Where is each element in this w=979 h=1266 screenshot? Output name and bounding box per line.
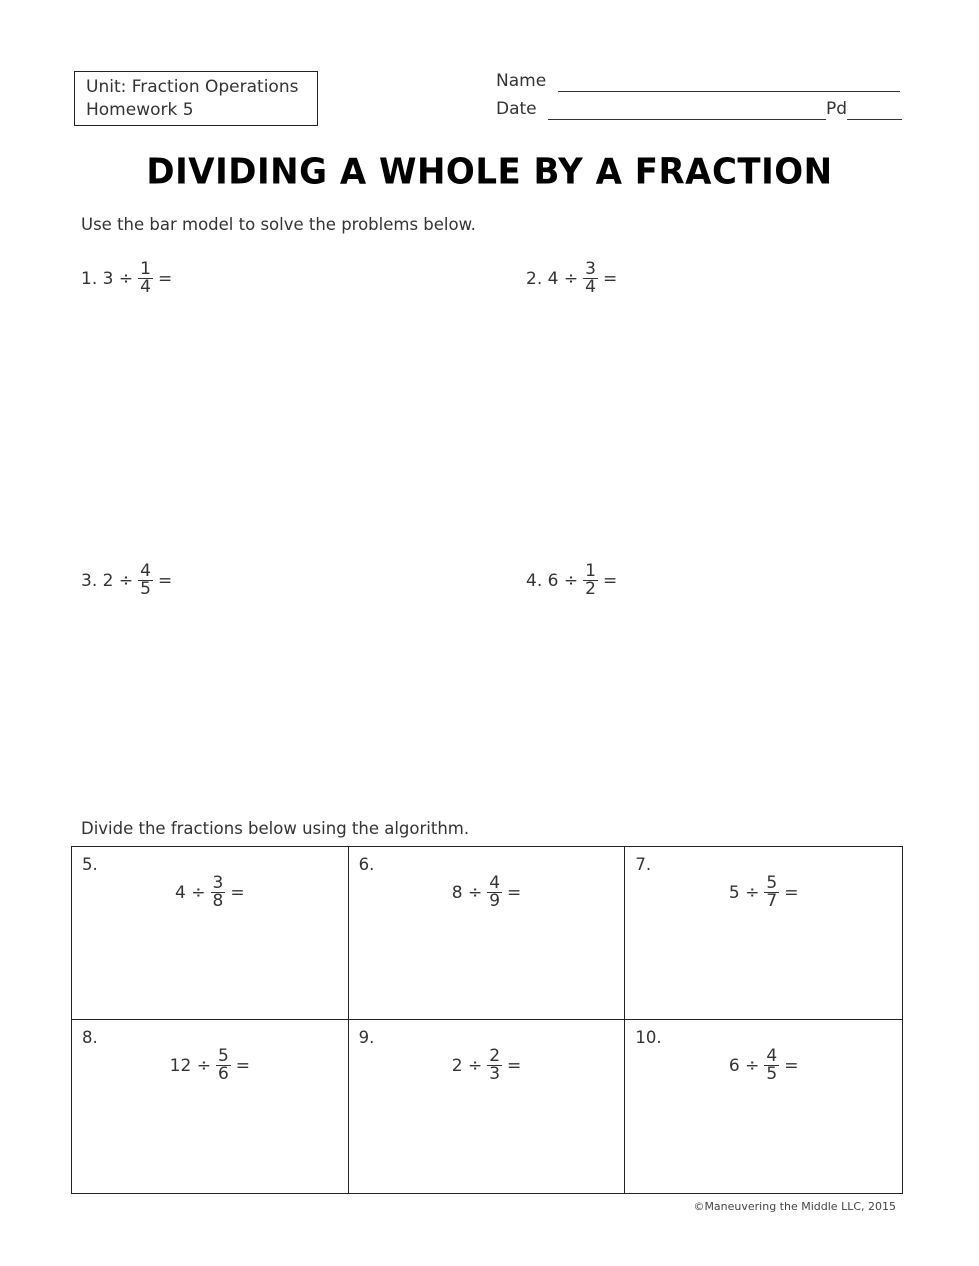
problem-fraction: [138, 563, 153, 598]
problem-5-cell[interactable]: [72, 847, 349, 1020]
divide-sign: ÷: [563, 570, 579, 591]
date-row: [496, 99, 902, 120]
equals-sign: =: [230, 882, 245, 903]
numerator: 4: [766, 1046, 778, 1066]
denominator: 9: [489, 891, 501, 911]
name-label: Name: [496, 71, 547, 91]
worksheet-title: DIVIDING A WHOLE BY A FRACTION: [146, 151, 833, 193]
problem-number: 1.: [81, 268, 98, 289]
numerator: 2: [489, 1046, 501, 1066]
problem-1: [81, 261, 172, 296]
denominator: 4: [140, 277, 151, 297]
problem-9-cell[interactable]: [349, 1020, 626, 1193]
divide-sign: ÷: [467, 882, 483, 903]
equals-sign: =: [507, 1055, 522, 1076]
problem-whole: 12: [169, 1055, 192, 1076]
problem-expression: [72, 1048, 348, 1083]
divide-sign: ÷: [118, 268, 134, 289]
equals-sign: =: [784, 1055, 799, 1076]
problem-fraction: [211, 875, 226, 910]
algorithm-instruction: Divide the fractions below using the algorithm.: [81, 819, 470, 838]
numerator: 5: [766, 873, 778, 893]
numerator: 3: [212, 873, 224, 893]
divide-sign: ÷: [467, 1055, 483, 1076]
denominator: 4: [585, 277, 596, 297]
numerator: 5: [217, 1046, 229, 1066]
problem-expression: [625, 1048, 902, 1083]
date-label: Date: [496, 99, 537, 119]
problem-fraction: [583, 563, 598, 598]
problem-fraction: [216, 1048, 231, 1083]
unit-info-box: [74, 71, 318, 126]
problem-expression: [72, 875, 348, 910]
divide-sign: ÷: [118, 570, 134, 591]
denominator: 8: [212, 891, 224, 911]
problem-number: 6.: [358, 855, 375, 874]
problem-number: 5.: [82, 855, 98, 874]
bar-model-instruction: Use the bar model to solve the problems below.: [81, 215, 476, 234]
algorithm-problems-grid: [71, 846, 903, 1194]
problem-expression: [349, 1048, 625, 1083]
problem-fraction: [487, 1048, 502, 1083]
divide-sign: ÷: [196, 1055, 211, 1076]
problem-4: [526, 563, 617, 598]
problem-whole: 8: [451, 882, 463, 903]
problem-fraction: [764, 1048, 779, 1083]
denominator: 7: [766, 891, 778, 911]
problem-number: 8.: [82, 1028, 98, 1047]
problem-whole: 6: [547, 570, 559, 591]
denominator: 5: [766, 1064, 778, 1084]
problem-number: 10.: [635, 1028, 662, 1047]
problem-whole: 6: [728, 1055, 740, 1076]
date-field[interactable]: [548, 99, 826, 120]
copyright-footer: ©Maneuvering the Middle LLC, 2015: [693, 1200, 896, 1213]
numerator: 1: [585, 561, 596, 581]
equals-sign: =: [157, 570, 173, 591]
problem-10-cell[interactable]: [625, 1020, 902, 1193]
name-row: [496, 71, 900, 92]
divide-sign: ÷: [191, 882, 206, 903]
problem-fraction: [487, 875, 502, 910]
equals-sign: =: [157, 268, 173, 289]
equals-sign: =: [507, 882, 522, 903]
problem-7-cell[interactable]: [625, 847, 902, 1020]
problem-whole: 2: [102, 570, 114, 591]
problem-number: 3.: [81, 570, 98, 591]
denominator: 6: [217, 1064, 229, 1084]
problem-number: 9.: [358, 1028, 375, 1047]
equals-sign: =: [602, 570, 618, 591]
equals-sign: =: [784, 882, 799, 903]
problem-2: [526, 261, 617, 296]
problem-8-cell[interactable]: [72, 1020, 349, 1193]
divide-sign: ÷: [563, 268, 579, 289]
problem-whole: 3: [102, 268, 114, 289]
pd-label: Pd: [826, 99, 848, 119]
name-field[interactable]: [558, 71, 900, 92]
pd-field[interactable]: [847, 99, 902, 120]
problem-whole: 4: [547, 268, 559, 289]
problem-expression: [349, 875, 625, 910]
numerator: 3: [585, 259, 596, 279]
numerator: 4: [489, 873, 501, 893]
problem-fraction: [583, 261, 598, 296]
problem-number: 4.: [526, 570, 543, 591]
problem-number: 7.: [635, 855, 652, 874]
equals-sign: =: [235, 1055, 251, 1076]
divide-sign: ÷: [745, 1055, 760, 1076]
problem-whole: 5: [728, 882, 740, 903]
problem-fraction: [138, 261, 153, 296]
problem-whole: 4: [175, 882, 186, 903]
problem-fraction: [764, 875, 779, 910]
problem-number: 2.: [526, 268, 543, 289]
denominator: 3: [489, 1064, 501, 1084]
problem-3: [81, 563, 172, 598]
problem-expression: [625, 875, 902, 910]
unit-label: Unit: Fraction Operations: [86, 77, 299, 97]
homework-label: Homework 5: [86, 100, 194, 120]
problem-whole: 2: [451, 1055, 463, 1076]
numerator: 1: [140, 259, 151, 279]
numerator: 4: [140, 561, 151, 581]
denominator: 2: [585, 579, 596, 599]
problem-6-cell[interactable]: [349, 847, 626, 1020]
denominator: 5: [140, 579, 151, 599]
divide-sign: ÷: [745, 882, 760, 903]
equals-sign: =: [602, 268, 618, 289]
